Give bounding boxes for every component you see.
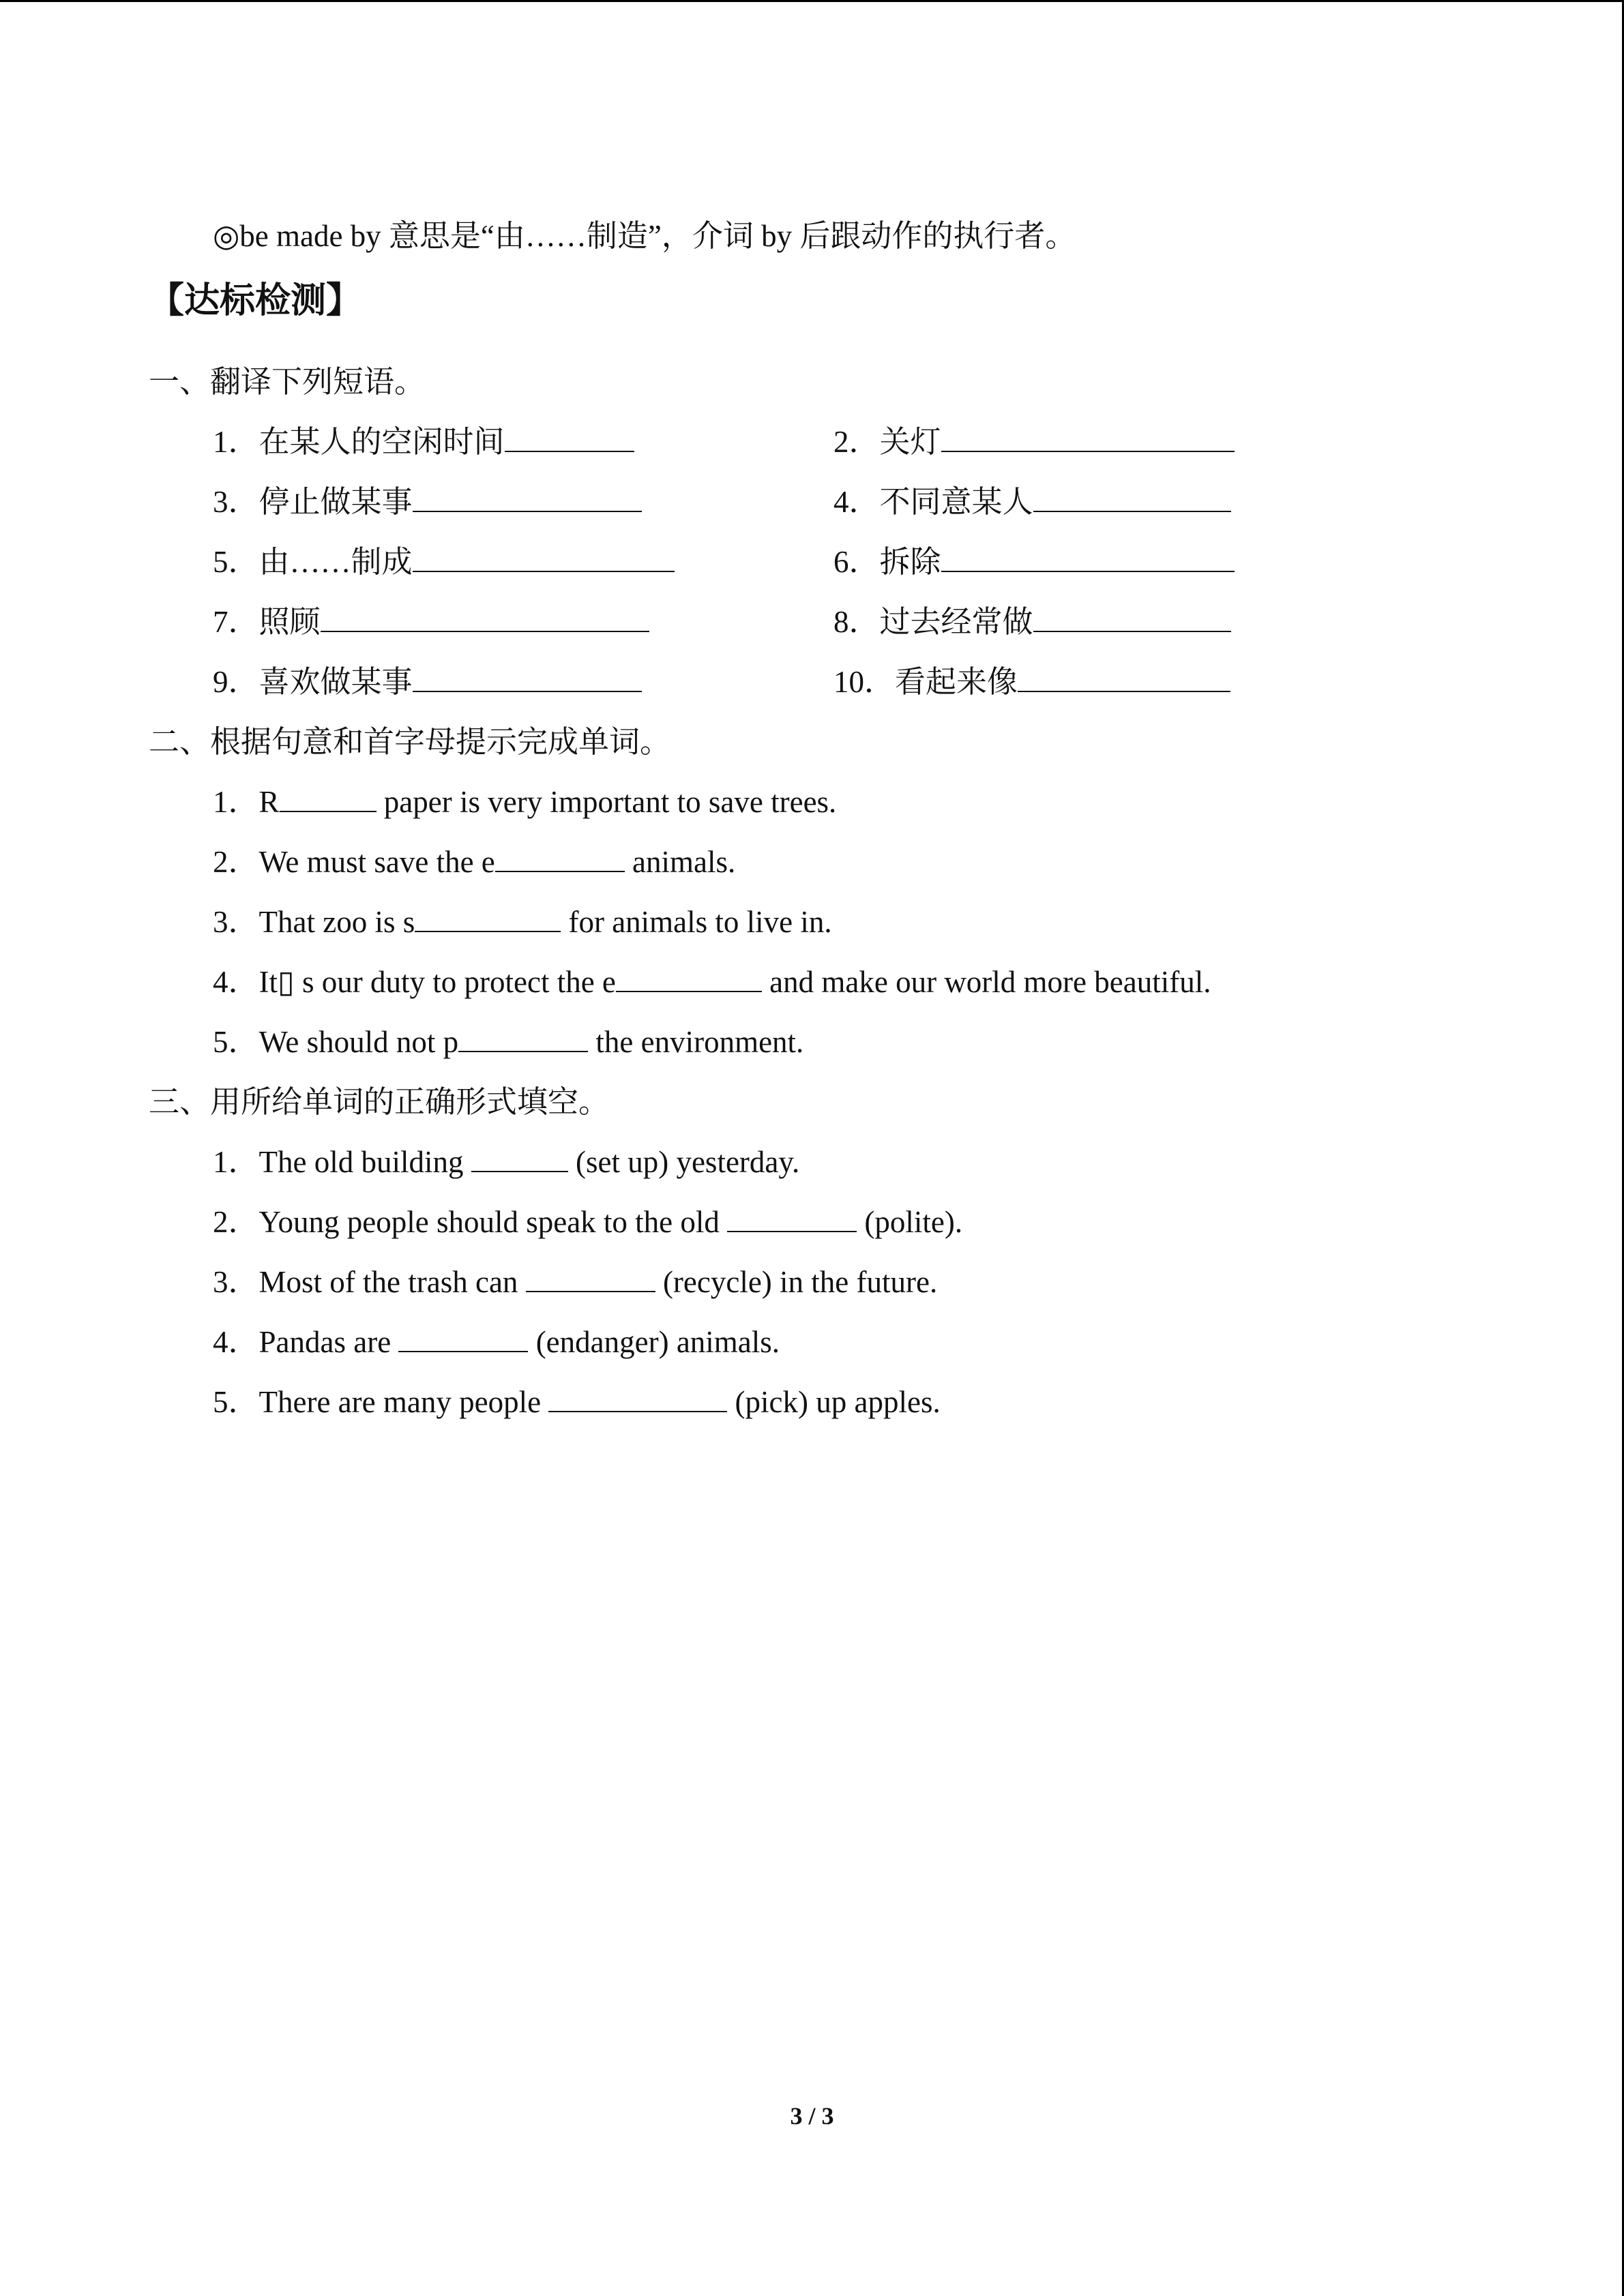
answer-blank[interactable] bbox=[413, 664, 642, 692]
answer-blank[interactable] bbox=[280, 784, 377, 812]
answer-blank[interactable] bbox=[616, 964, 762, 992]
answer-blank[interactable] bbox=[458, 1024, 588, 1052]
list-item: 5．由……制成 bbox=[213, 541, 675, 582]
list-item: 4．Pandas are (endanger) animals. bbox=[213, 1325, 780, 1359]
list-item: 3．停止做某事 bbox=[213, 481, 642, 522]
answer-blank[interactable] bbox=[505, 423, 634, 452]
answer-blank[interactable] bbox=[1033, 483, 1231, 512]
list-item: 8．过去经常做 bbox=[833, 601, 1231, 642]
list-item: 1．在某人的空闲时间 bbox=[213, 421, 634, 462]
part2-title: 二、根据句意和首字母提示完成单词。 bbox=[149, 725, 671, 759]
answer-blank[interactable] bbox=[1033, 603, 1231, 632]
answer-blank[interactable] bbox=[398, 1324, 528, 1352]
answer-blank[interactable] bbox=[413, 483, 642, 512]
list-item: 6．拆除 bbox=[833, 541, 1235, 582]
page-number: 3 / 3 bbox=[790, 2102, 834, 2130]
list-item: 2．We must save the e animals. bbox=[213, 845, 736, 879]
answer-blank[interactable] bbox=[727, 1204, 857, 1232]
list-item: 5．We should not p the environment. bbox=[213, 1025, 804, 1059]
answer-blank[interactable] bbox=[941, 543, 1235, 572]
list-item: 10．看起来像 bbox=[833, 661, 1230, 702]
answer-blank[interactable] bbox=[495, 844, 625, 872]
note-line: ◎be made by 意思是“由……制造”，介词 by 后跟动作的执行者。 bbox=[213, 219, 1076, 253]
list-item: 7．照顾 bbox=[213, 601, 649, 642]
list-item: 2．关灯 bbox=[833, 421, 1235, 462]
answer-blank[interactable] bbox=[1018, 664, 1230, 692]
part3-title: 三、用所给单词的正确形式填空。 bbox=[149, 1085, 610, 1119]
answer-blank[interactable] bbox=[321, 603, 649, 632]
list-item: 9．喜欢做某事 bbox=[213, 661, 642, 702]
top-border bbox=[0, 0, 1624, 2]
list-item: 1．R paper is very important to save trees. bbox=[213, 785, 837, 819]
list-item: 1．The old building (set up) yesterday. bbox=[213, 1145, 800, 1179]
answer-blank[interactable] bbox=[941, 423, 1235, 452]
list-item: 4．不同意某人 bbox=[833, 481, 1231, 522]
list-item: 3．Most of the trash can (recycle) in the future. bbox=[213, 1265, 938, 1299]
answer-blank[interactable] bbox=[471, 1144, 568, 1172]
list-item: 2．Young people should speak to the old (polite). bbox=[213, 1205, 963, 1239]
answer-blank[interactable] bbox=[415, 904, 561, 932]
answer-blank[interactable] bbox=[526, 1264, 655, 1292]
list-item: 3．That zoo is s for animals to live in. bbox=[213, 905, 832, 939]
answer-blank[interactable] bbox=[548, 1384, 727, 1412]
list-item: 5．There are many people (pick) up apples. bbox=[213, 1385, 941, 1419]
part1-title: 一、翻译下列短语。 bbox=[149, 365, 426, 399]
list-item: 4．It▯ s our duty to protect the e and make our world more beautiful. bbox=[213, 965, 1211, 999]
answer-blank[interactable] bbox=[413, 543, 675, 572]
section-heading: 【达标检测】 bbox=[149, 280, 362, 321]
